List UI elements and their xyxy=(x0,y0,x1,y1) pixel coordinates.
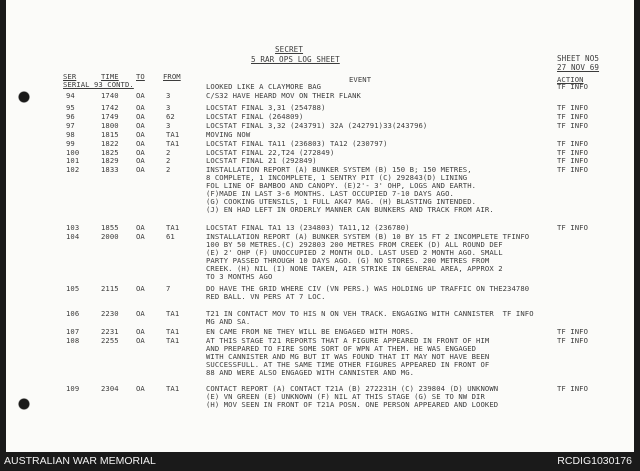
entry-from: 3 xyxy=(166,121,171,130)
entry-event: LOCSTAT FINAL 3,31 (254788) xyxy=(206,103,326,112)
entry-event: LOOKED LIKE A CLAYMORE BAG xyxy=(206,82,322,91)
entry-event: AT THIS STAGE T21 REPORTS THAT A FIGURE APPEARED IN FRONT OF HIM AND PREPARED TO FIRE SOME SORT OF WPN AT THEM. HE WAS ENGAGED WITH CANNISTER AND MG BUT IT WAS FOUND THAT IT MAY NOT HAVE BEEN SUCCESSFULL. AT THE SAME TIME OTHER FIGURES APPEARED IN FRONT OF 88 AND WERE ALSO ENGAGED WITH CANNISTER AND MG. xyxy=(206,336,490,377)
column-header-from: FROM xyxy=(163,72,181,81)
entry-time: 1749 xyxy=(101,112,119,121)
entry-event: INSTALLATION REPORT (A) BUNKER SYSTEM (B) 150 B; 150 METRES, 8 COMPLETE, 1 INCOMPLETE, 1 SENTRY PIT (C) 292843(D) LINING FOL LINE OF BAMBOO AND CANOPY. (E)2'- 3' OHP, LOGS AND EARTH. (F)MADE IN LAST 3-6 MONTHS. LAST OCCUPIED 7-10 DAYS AGO. (G) COOKING UTENSILS, 1 FULL AK47 MAG. (H) BLASTING INTENDED. (J) EN HAD LEFT IN ORDERLY MANNER CAN BUNKERS AND TRACK FROM AIR. xyxy=(206,165,494,214)
column-header-ser: SER xyxy=(63,72,77,81)
entry-serial: 101 xyxy=(66,156,80,165)
entry-event: LOCSTAT FINAL 22,T24 (272849) xyxy=(206,148,335,157)
entry-action: TF INFO xyxy=(557,112,588,121)
entry-serial: 104 xyxy=(66,232,80,241)
entry-action: TF INFO xyxy=(557,336,588,345)
entry-from: 62 xyxy=(166,112,175,121)
entry-from: TA1 xyxy=(166,384,180,393)
entry-action: TF INFO xyxy=(557,156,588,165)
entry-event: LOCSTAT FINAL 21 (292849) xyxy=(206,156,317,165)
entry-serial: 95 xyxy=(66,103,75,112)
archive-reference: RCDIG1030176 xyxy=(557,455,632,467)
entry-event: INSTALLATION REPORT (A) BUNKER SYSTEM (B) 10 BY 15 FT 2 INCOMPLETE TFINFO 100 BY 50 METRES.(C) 292803 200 METRES FROM CREEK (D) ALL ROUND DEF (E) 2' OHP (F) UNOCCUPIED 2 MONTH OLD. LAST USED 2 MONTH AGO. SMALL PARTY PASSED THROUGH 10 DAYS AGO. (G) NO STORES. 200 METRES FROM CREEK. (H) NIL (I) NONE TAKEN, AIR STRIKE IN GENERAL AREA, APPROX 2 TO 3 MONTHS AGO xyxy=(206,232,530,281)
entry-time: 1742 xyxy=(101,103,119,112)
entry-to: OA xyxy=(136,165,145,174)
entry-from: TA1 xyxy=(166,139,180,148)
entry-event: C/S32 HAVE HEARD MOV ON THEIR FLANK xyxy=(206,91,361,100)
entry-serial: 109 xyxy=(66,384,80,393)
entry-to: OA xyxy=(136,91,145,100)
entry-serial: 103 xyxy=(66,223,80,232)
entry-action: TF INFO xyxy=(557,165,588,174)
entry-action: TF INFO xyxy=(557,384,588,393)
sheet-number: SHEET NO5 xyxy=(557,54,600,63)
entry-event: MOVING NOW xyxy=(206,130,251,139)
entry-to: OA xyxy=(136,223,145,232)
entry-to: OA xyxy=(136,309,145,318)
serial-continued-note: SERIAL 93 CONTD. xyxy=(63,80,134,89)
entry-serial: 102 xyxy=(66,165,80,174)
entry-from: 7 xyxy=(166,284,171,293)
entry-event: T21 IN CONTACT MOV TO HIS N ON VEH TRACK. ENGAGING WITH CANNISTER TF INFO MG AND SA. xyxy=(206,309,534,326)
entry-to: OA xyxy=(136,336,145,345)
entry-serial: 105 xyxy=(66,284,80,293)
archive-footer xyxy=(0,452,640,471)
entry-time: 1740 xyxy=(101,91,119,100)
entry-from: TA1 xyxy=(166,223,180,232)
entry-action: TF INFO xyxy=(557,223,588,232)
entry-to: OA xyxy=(136,112,145,121)
column-header-time: TIME xyxy=(101,72,119,81)
column-header-event: EVENT xyxy=(349,75,372,84)
entry-to: OA xyxy=(136,130,145,139)
entry-action: TF INFO xyxy=(557,121,588,130)
entry-from: 61 xyxy=(166,232,175,241)
entry-action: TF INFO xyxy=(557,327,588,336)
entry-from: 3 xyxy=(166,91,171,100)
entry-to: OA xyxy=(136,148,145,157)
entry-from: 2 xyxy=(166,165,171,174)
entry-time: 2230 xyxy=(101,309,119,318)
entry-to: OA xyxy=(136,327,145,336)
archive-name: AUSTRALIAN WAR MEMORIAL xyxy=(4,455,156,467)
entry-from: TA1 xyxy=(166,309,180,318)
entry-event: LOCSTAT FINAL TA11 (236803) TA12 (230797) xyxy=(206,139,388,148)
entry-serial: 106 xyxy=(66,309,80,318)
entry-time: 2231 xyxy=(101,327,119,336)
entry-serial: 96 xyxy=(66,112,75,121)
entry-event: LOCSTAT FINAL TA1 13 (234803) TA11,12 (236780) xyxy=(206,223,410,232)
entry-time: 2255 xyxy=(101,336,119,345)
entry-serial: 94 xyxy=(66,91,75,100)
entry-time: 1815 xyxy=(101,130,119,139)
entry-serial: 98 xyxy=(66,130,75,139)
classification-label: SECRET xyxy=(275,45,304,54)
entry-to: OA xyxy=(136,103,145,112)
entry-serial: 108 xyxy=(66,336,80,345)
entry-from: 2 xyxy=(166,156,171,165)
sheet-date: 27 NOV 69 xyxy=(557,63,600,72)
entry-to: OA xyxy=(136,232,145,241)
entry-event: DO HAVE THE GRID WHERE CIV (VN PERS.) WAS HOLDING UP TRAFFIC ON THE234780 RED BALL. VN PERS AT 7 LOC. xyxy=(206,284,530,301)
entry-action: TF INFO xyxy=(557,82,588,91)
entry-to: OA xyxy=(136,121,145,130)
entry-time: 1825 xyxy=(101,148,119,157)
entry-from: TA1 xyxy=(166,327,180,336)
entry-time: 1829 xyxy=(101,156,119,165)
entry-from: 3 xyxy=(166,103,171,112)
entry-to: OA xyxy=(136,156,145,165)
entry-event: LOCSTAT FINAL (264809) xyxy=(206,112,304,121)
entry-event: EN CAME FROM NE THEY WILL BE ENGAGED WITH MORS. xyxy=(206,327,415,336)
entry-from: TA1 xyxy=(166,336,180,345)
column-header-to: TO xyxy=(136,72,145,81)
entry-to: OA xyxy=(136,139,145,148)
entry-serial: 100 xyxy=(66,148,80,157)
entry-action: TF INFO xyxy=(557,139,588,148)
entry-time: 2304 xyxy=(101,384,119,393)
entry-serial: 107 xyxy=(66,327,80,336)
entry-serial: 97 xyxy=(66,121,75,130)
entry-from: 2 xyxy=(166,148,171,157)
entry-serial: 99 xyxy=(66,139,75,148)
entry-time: 1822 xyxy=(101,139,119,148)
entry-event: LOCSTAT FINAL 3,32 (243791) 32A (242791)33(243796) xyxy=(206,121,428,130)
entry-time: 1855 xyxy=(101,223,119,232)
entry-to: OA xyxy=(136,384,145,393)
sheet-title: 5 RAR OPS LOG SHEET xyxy=(251,55,340,64)
entry-from: TA1 xyxy=(166,130,180,139)
entry-time: 2115 xyxy=(101,284,119,293)
entry-time: 2000 xyxy=(101,232,119,241)
entry-action: TF INFO xyxy=(557,103,588,112)
column-header-action: ACTION xyxy=(557,75,584,84)
log-sheet-page xyxy=(6,0,634,452)
entry-to: OA xyxy=(136,284,145,293)
entry-action: TF INFO xyxy=(557,148,588,157)
entry-time: 1833 xyxy=(101,165,119,174)
entry-time: 1800 xyxy=(101,121,119,130)
entry-event: CONTACT REPORT (A) CONTACT T21A (B) 272231H (C) 239804 (D) UNKNOWN (E) VN GREEN (E) UNKNOWN (F) NIL AT THIS STAGE (G) SE TO NW DIR (H) MOV SEEN IN FRONT OF T21A POSN. ONE PERSON APPEARED AND LOOKED xyxy=(206,384,499,409)
